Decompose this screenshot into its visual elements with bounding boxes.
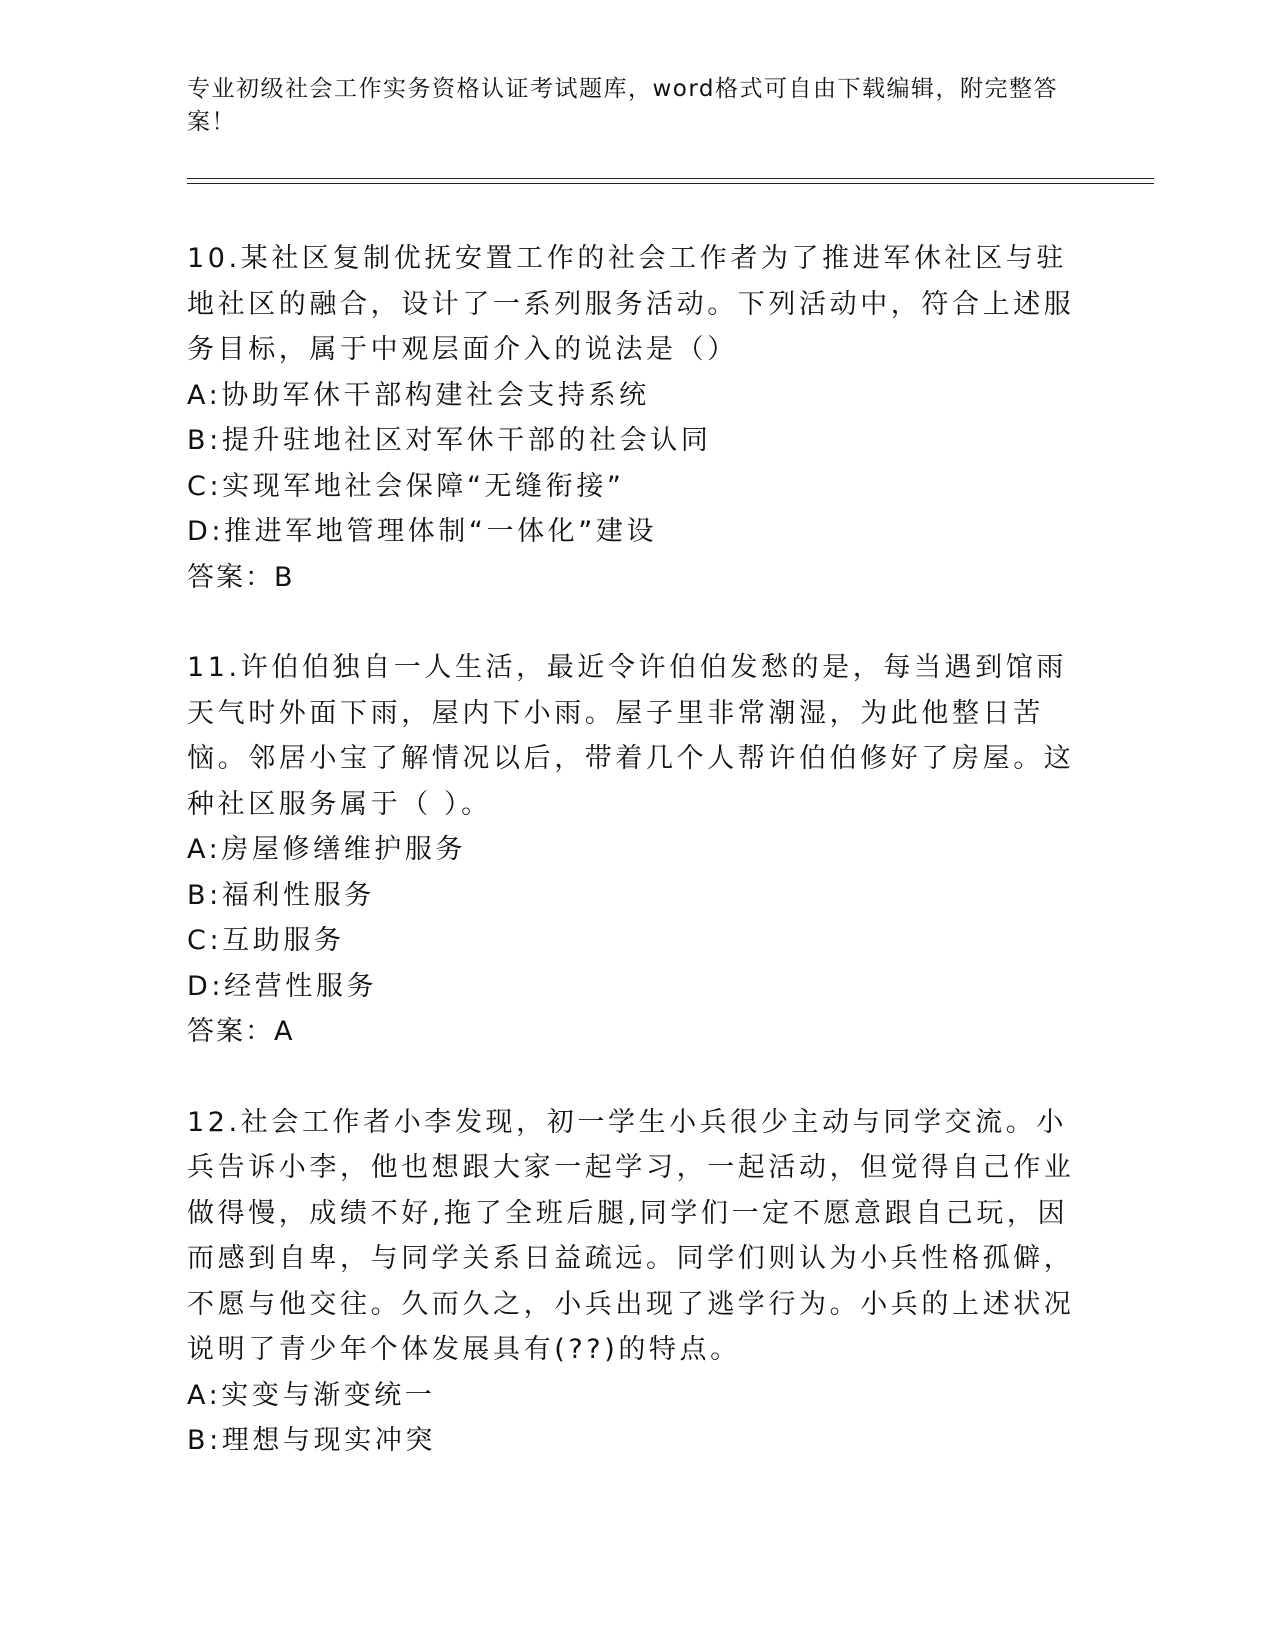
option-a: A:实变与渐变统一 [187,1379,436,1411]
option-b: B:理想与现实冲突 [187,1425,437,1456]
answer: 答案：A [187,1016,295,1047]
question-stem: 12.社会工作者小李发现，初一学生小兵很少主动与同学交流。小兵告诉小李，他也想跟大家一起学习，一起活动，但觉得自己作业做得慢，成绩不好,拖了全班后腿,同学们一定不愿意跟自己玩，因而感到自卑，与同学关系日益疏远。同学们则认为小兵性格孤僻，不愿与他交往。久而久之，小兵出现了逃学行为。小兵的上述状况说明了青少年个体发展具有(??)的特点。 [187,1106,1075,1365]
option-b: B:提升驻地社区对军休干部的社会认同 [187,425,712,456]
question-12 [187,1100,1087,1464]
option-a: A:房屋修缮维护服务 [187,834,467,865]
question-stem: 10.某社区复制优抚安置工作的社会工作者为了推进军休社区与驻地社区的融合，设计了一系列服务活动。下列活动中，符合上述服务目标，属于中观层面介入的说法是（） [187,243,1075,365]
option-c: C:实现军地社会保障“无缝衔接” [187,470,625,502]
question-11 [187,645,1087,1055]
option-d: D:经营性服务 [187,970,378,1002]
question-stem: 11.许伯伯独自一人生活，最近令许伯伯发愁的是，每当遇到馆雨天气时外面下雨，屋内下小雨。屋子里非常潮湿，为此他整日苦恼。邻居小宝了解情况以后，带着几个人帮许伯伯修好了房屋。这种社区服务属于（ ）。 [187,652,1075,820]
document-header: 专业初级社会工作实务资格认证考试题库，word格式可自由下载编辑，附完整答案！ [187,76,1059,135]
question-list [187,236,1087,1509]
option-a: A:协助军休干部构建社会支持系统 [187,379,650,411]
option-b: B:福利性服务 [187,879,375,911]
answer: 答案：B [187,561,295,593]
header-rule-bottom [187,183,1154,184]
question-10 [187,236,1087,600]
option-c: C:互助服务 [187,925,345,956]
header-rule-top [187,178,1154,179]
option-d: D:推进军地管理体制“一体化”建设 [187,516,658,547]
